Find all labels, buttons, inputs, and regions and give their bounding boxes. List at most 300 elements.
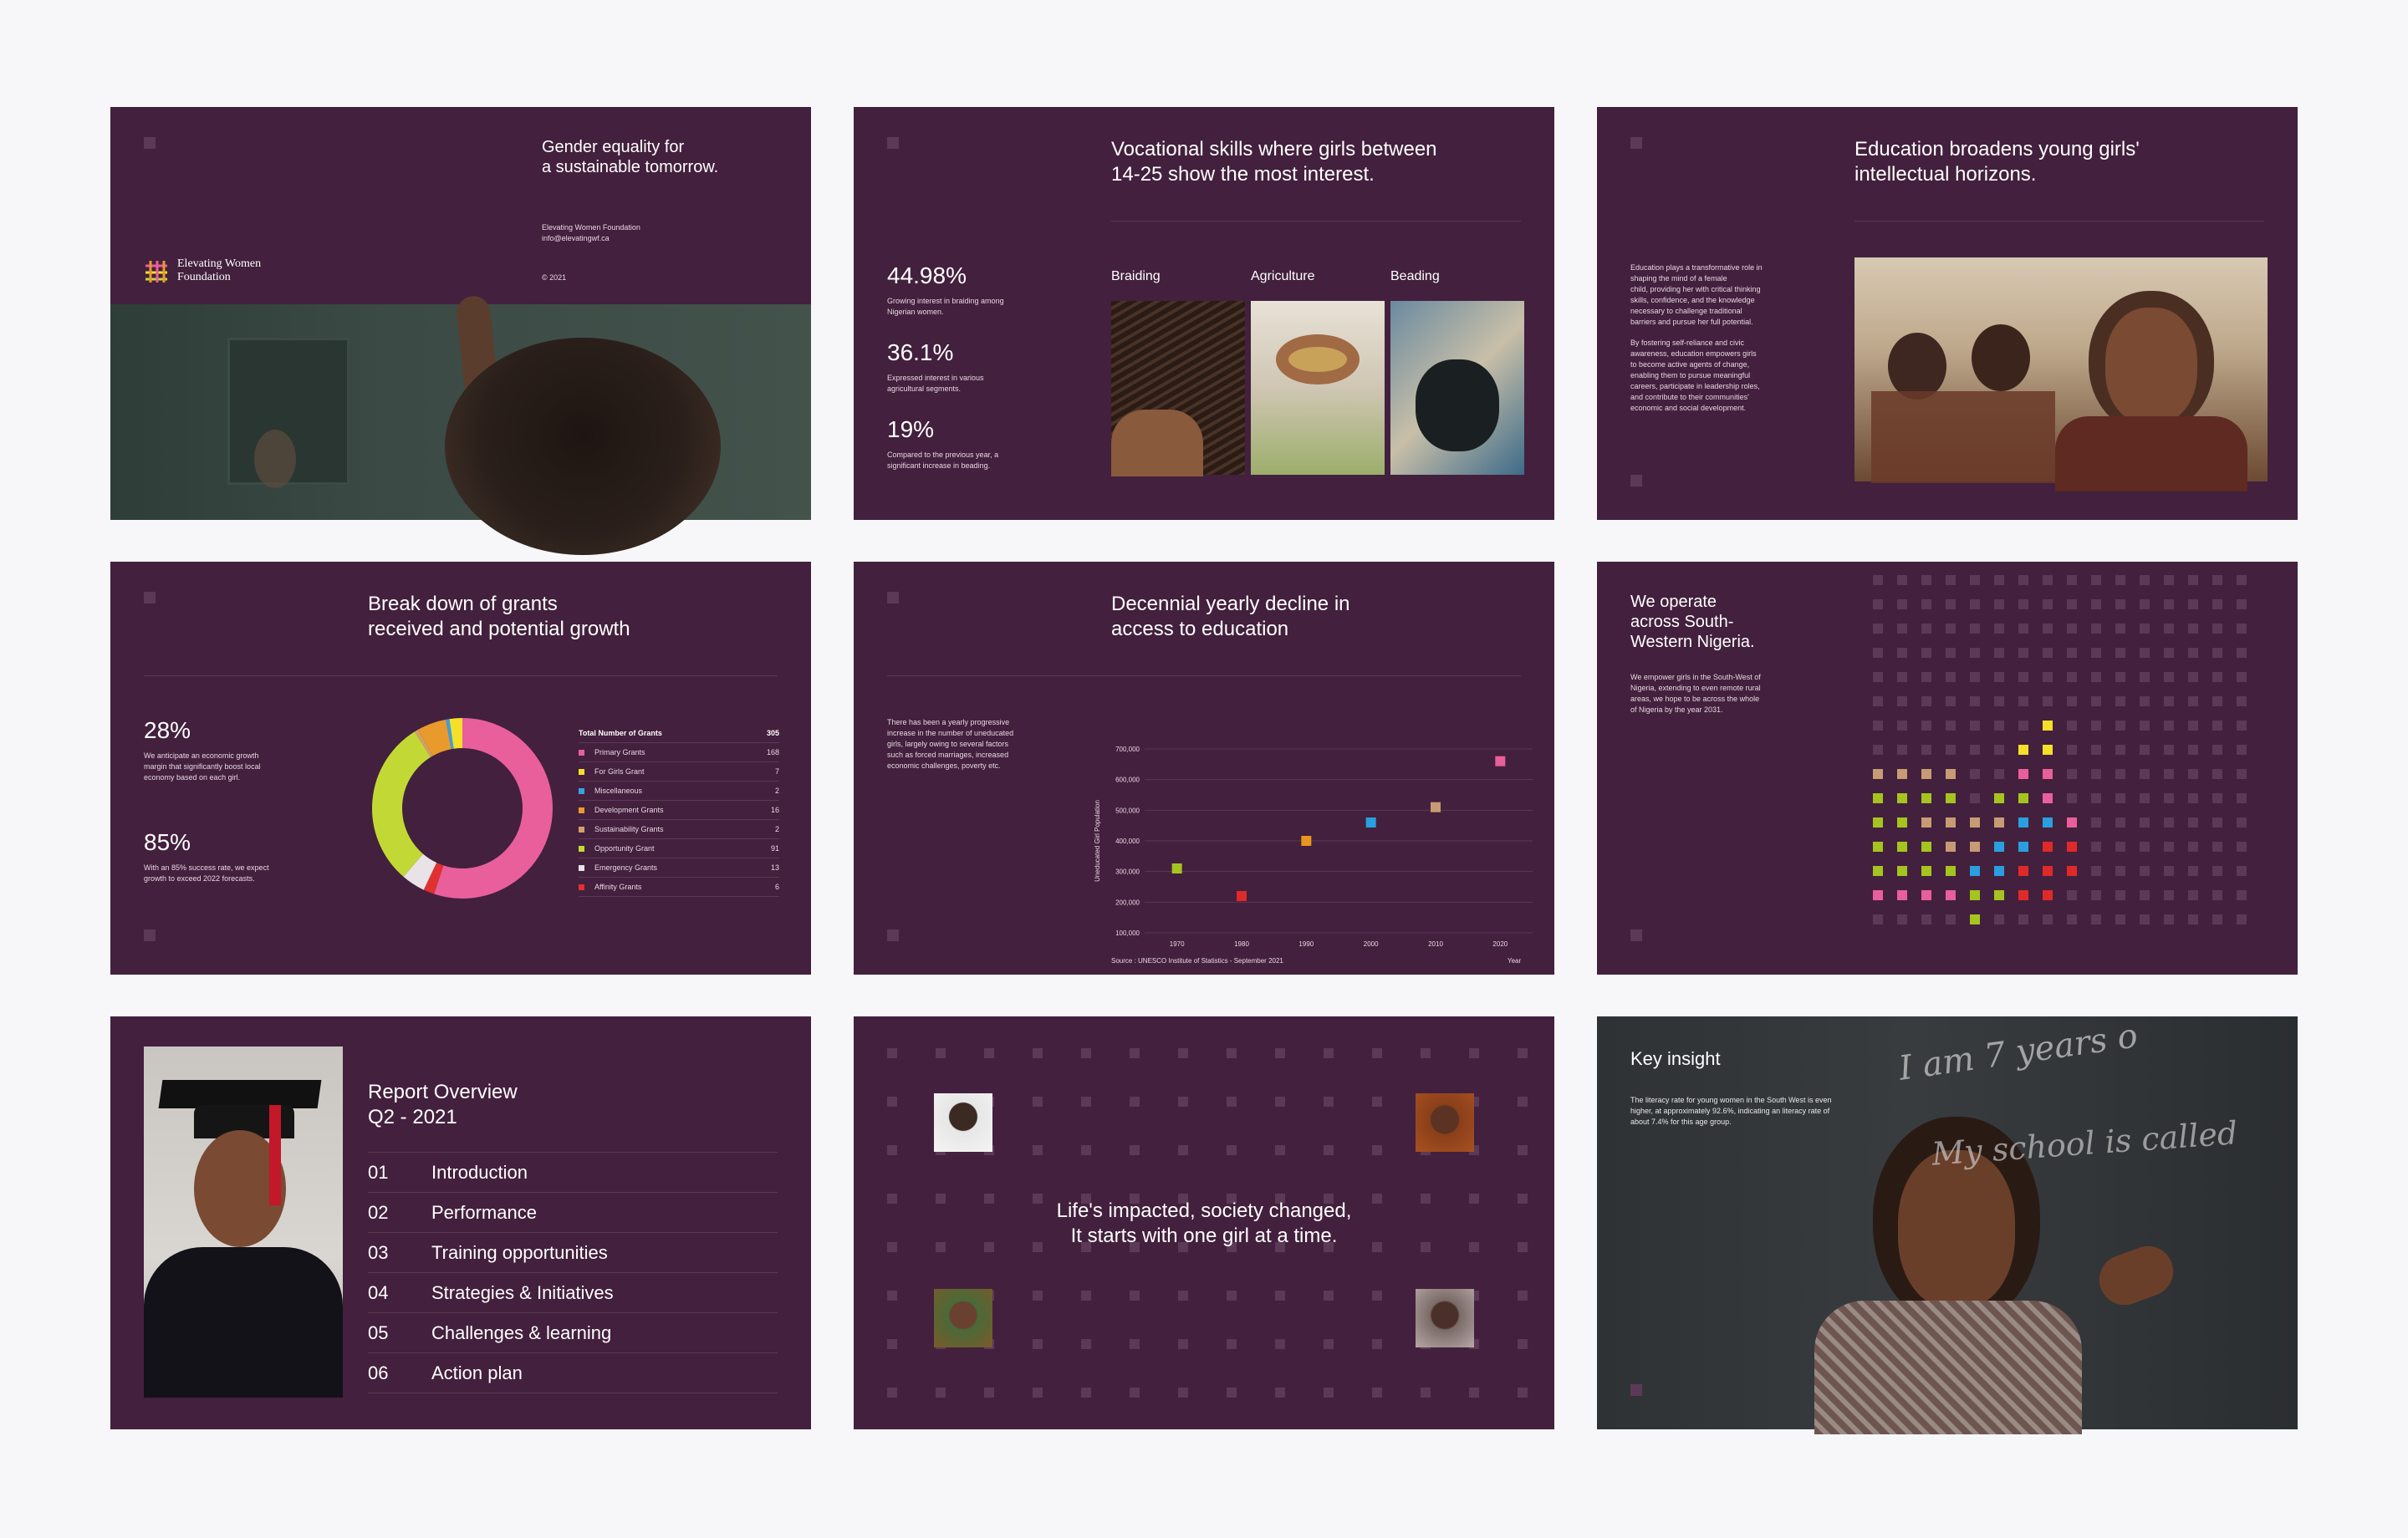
region-dot xyxy=(1970,648,1980,658)
corner-marker xyxy=(887,592,899,603)
region-dot xyxy=(1946,696,1956,706)
y-tick-label: 200,000 xyxy=(1115,899,1140,907)
grants-table-header: Total Number of Grants 305 xyxy=(579,729,779,743)
region-dot-active xyxy=(1970,890,1980,900)
legend-swatch xyxy=(579,750,584,756)
legend-swatch xyxy=(579,846,584,852)
slide-title: Report Overview Q2 - 2021 xyxy=(368,1081,518,1128)
region-dot xyxy=(2067,624,2077,634)
grant-row xyxy=(579,878,779,897)
legend-swatch xyxy=(579,788,584,794)
region-dot-active xyxy=(1970,817,1980,828)
region-dot xyxy=(1970,575,1980,585)
scatter-point xyxy=(1431,802,1441,812)
region-dot xyxy=(2212,672,2222,682)
region-dot xyxy=(1994,745,2004,755)
region-dot xyxy=(1921,696,1931,706)
classroom-photo xyxy=(110,304,811,520)
corner-marker xyxy=(887,137,899,149)
region-dot xyxy=(2237,769,2247,779)
region-dot xyxy=(2067,914,2077,924)
region-dot-active xyxy=(1873,842,1883,852)
foundation-logo-icon xyxy=(142,257,171,286)
region-dot-active xyxy=(1897,866,1907,876)
grant-value: 7 xyxy=(774,767,779,776)
grid-dot xyxy=(1178,1388,1188,1398)
region-dot xyxy=(2043,914,2053,924)
grid-dot xyxy=(1081,1388,1091,1398)
region-dot xyxy=(1994,721,2004,731)
grid-dot xyxy=(1421,1388,1431,1398)
grants-donut-chart xyxy=(366,712,559,904)
grant-label: Miscellaneous xyxy=(594,787,643,795)
region-dot xyxy=(2188,842,2198,852)
region-dot xyxy=(2043,696,2053,706)
region-dot xyxy=(2140,599,2150,609)
region-dot xyxy=(2115,914,2125,924)
y-tick-label: 100,000 xyxy=(1115,929,1140,937)
region-dot-active xyxy=(1946,817,1956,828)
region-dot xyxy=(2212,866,2222,876)
region-dot xyxy=(2237,599,2247,609)
stat-block: 36.1% Expressed interest in various agricultural segments. xyxy=(887,339,984,393)
region-dot xyxy=(2091,793,2101,803)
grid-dot xyxy=(1033,1291,1043,1301)
region-dot xyxy=(2067,769,2077,779)
region-dot xyxy=(1873,672,1883,682)
grid-dot xyxy=(1518,1339,1528,1349)
grant-row xyxy=(579,858,779,878)
corner-marker xyxy=(1630,475,1642,486)
region-dot-active xyxy=(2043,817,2053,828)
region-dot xyxy=(2018,575,2028,585)
grid-dot xyxy=(1130,1097,1140,1107)
grant-value: 13 xyxy=(770,863,779,872)
grant-label: Development Grants xyxy=(594,806,664,814)
region-dot-active xyxy=(1897,842,1907,852)
region-dot-active xyxy=(1921,769,1931,779)
toc-item[interactable] xyxy=(368,1192,778,1232)
region-dot xyxy=(2140,648,2150,658)
legend-swatch xyxy=(579,769,584,775)
region-dot xyxy=(2115,866,2125,876)
region-dot xyxy=(2212,793,2222,803)
region-dot xyxy=(2115,793,2125,803)
grants-table xyxy=(579,729,779,897)
region-dot-active xyxy=(2043,745,2053,755)
region-dot xyxy=(1921,721,1931,731)
grid-dot xyxy=(1081,1097,1091,1107)
region-dot xyxy=(2188,793,2198,803)
donut-slice xyxy=(387,745,422,866)
body-text: Education plays a transformative role in shaping the mind of a female child, providing her with critical thinking skills, confidence, and the knowledge necessary to challenge traditional barriers and pursue her full potential. By fostering self-reliance and civic awareness, education empowers girls to become active agents of change, enabling them to pursue meaningful careers, participate in leadership roles, and contribute to their communities' economic and social development. xyxy=(1630,263,1763,412)
region-dot xyxy=(2237,624,2247,634)
region-dot xyxy=(1994,575,2004,585)
region-dot xyxy=(2067,890,2077,900)
grid-dot xyxy=(1469,1388,1479,1398)
region-dot xyxy=(2164,575,2174,585)
region-dot xyxy=(2140,769,2150,779)
portrait-thumbnail xyxy=(934,1289,992,1347)
region-dot xyxy=(1897,575,1907,585)
grid-dot xyxy=(1081,1339,1091,1349)
region-dot xyxy=(1946,575,1956,585)
region-dot xyxy=(2164,817,2174,828)
region-dot-active xyxy=(1921,793,1931,803)
grid-dot xyxy=(1081,1048,1091,1058)
student-silhouette xyxy=(254,430,296,488)
toc-item[interactable] xyxy=(368,1312,778,1352)
grid-dot xyxy=(1421,1048,1431,1058)
grid-dot xyxy=(1275,1048,1285,1058)
portrait-thumbnail xyxy=(934,1093,992,1152)
region-dot xyxy=(1921,599,1931,609)
region-dot xyxy=(2115,890,2125,900)
region-dot-active xyxy=(1897,793,1907,803)
region-dot xyxy=(2115,817,2125,828)
region-dot xyxy=(1921,745,1931,755)
region-dot xyxy=(2188,672,2198,682)
x-tick-label: 2020 xyxy=(1492,940,1508,948)
region-dot xyxy=(2043,648,2053,658)
region-dot xyxy=(2140,696,2150,706)
slide-grants-breakdown[interactable] xyxy=(110,562,811,975)
region-dot xyxy=(2212,696,2222,706)
grant-row xyxy=(579,801,779,820)
grid-dot xyxy=(1178,1145,1188,1155)
region-dot xyxy=(2188,890,2198,900)
grant-value: 6 xyxy=(774,883,779,891)
region-dot xyxy=(1897,721,1907,731)
toc-label: Introduction xyxy=(431,1161,528,1183)
region-dot-active xyxy=(2067,842,2077,852)
grid-dot xyxy=(1130,1145,1140,1155)
region-dot-active xyxy=(1921,866,1931,876)
donut-slice xyxy=(439,733,538,884)
region-dot xyxy=(2237,793,2247,803)
grant-row xyxy=(579,839,779,858)
toc-item[interactable] xyxy=(368,1352,778,1393)
region-dot-active xyxy=(1994,817,2004,828)
scatter-point xyxy=(1172,863,1182,873)
stat-block: 19% Compared to the previous year, a significant increase in beading. xyxy=(887,416,999,470)
region-dot xyxy=(2067,696,2077,706)
region-dot xyxy=(2067,793,2077,803)
region-dot xyxy=(2067,721,2077,731)
region-dot xyxy=(2140,624,2150,634)
grid-dot xyxy=(1178,1339,1188,1349)
grid-dot xyxy=(984,1048,994,1058)
grant-label: Affinity Grants xyxy=(594,883,642,891)
region-dot xyxy=(2212,914,2222,924)
photo-label: Beading xyxy=(1390,269,1440,283)
slide-title: Decennial yearly decline in access to education xyxy=(1111,593,1350,640)
region-dot xyxy=(2115,696,2125,706)
grant-value: 168 xyxy=(766,748,779,756)
grid-dot xyxy=(1033,1097,1043,1107)
region-dot-active xyxy=(1873,890,1883,900)
region-dot xyxy=(2067,648,2077,658)
slide-education-horizons[interactable] xyxy=(1597,107,2298,520)
region-dot xyxy=(2237,817,2247,828)
region-dot xyxy=(2212,648,2222,658)
copyright: © 2021 xyxy=(542,273,567,282)
grid-dot xyxy=(1324,1291,1334,1301)
y-tick-label: 400,000 xyxy=(1115,838,1140,845)
grid-dot xyxy=(1372,1388,1382,1398)
region-dot xyxy=(1970,721,1980,731)
y-tick-label: 500,000 xyxy=(1115,807,1140,815)
region-dot xyxy=(2091,599,2101,609)
toc-label: Action plan xyxy=(431,1362,523,1383)
region-dot xyxy=(2237,721,2247,731)
region-dot xyxy=(2237,696,2247,706)
region-dot xyxy=(1994,624,2004,634)
grant-row xyxy=(579,782,779,801)
grid-dot xyxy=(1033,1388,1043,1398)
region-dot-active xyxy=(2067,866,2077,876)
region-dot xyxy=(2018,648,2028,658)
region-dot xyxy=(1921,624,1931,634)
region-dot xyxy=(1970,793,1980,803)
region-dot xyxy=(2237,648,2247,658)
scatter-point xyxy=(1237,891,1247,901)
region-dot-active xyxy=(2043,866,2053,876)
region-dot xyxy=(1970,696,1980,706)
region-dot-active xyxy=(1994,890,2004,900)
region-dot xyxy=(1946,914,1956,924)
region-dot xyxy=(2043,624,2053,634)
region-dot xyxy=(2212,721,2222,731)
slide-vocational-skills[interactable] xyxy=(854,107,1554,520)
region-dot xyxy=(1970,745,1980,755)
grid-dot xyxy=(887,1291,897,1301)
toc-item[interactable] xyxy=(368,1232,778,1272)
grant-label: Emergency Grants xyxy=(594,863,658,872)
region-dot xyxy=(2237,890,2247,900)
grant-value: 16 xyxy=(770,806,779,814)
operations-description: We empower girls in the South-West of Nigeria, extending to even remote rural areas, we hope to be across the whole of Nigeria by the year 2031. xyxy=(1630,673,1761,714)
region-dot-active xyxy=(2043,793,2053,803)
region-dot xyxy=(2018,696,2028,706)
region-dot xyxy=(2164,599,2174,609)
region-dot xyxy=(2091,890,2101,900)
region-dot xyxy=(1946,672,1956,682)
region-dot xyxy=(2212,575,2222,585)
region-dot xyxy=(2188,721,2198,731)
slide-impact-quote[interactable] xyxy=(854,1016,1554,1429)
region-dot xyxy=(2140,721,2150,731)
region-dot-active xyxy=(2018,745,2028,755)
region-dot xyxy=(2140,817,2150,828)
grid-dot xyxy=(936,1048,946,1058)
region-dot xyxy=(2164,866,2174,876)
grid-dot xyxy=(1372,1291,1382,1301)
slide-education-decline[interactable] xyxy=(854,562,1554,975)
grid-dot xyxy=(1372,1145,1382,1155)
legend-swatch xyxy=(579,807,584,813)
beading-photo xyxy=(1390,301,1524,475)
region-dot xyxy=(2091,866,2101,876)
stat-block: 28% We anticipate an economic growth margin that significantly boost local economy based on each girl. xyxy=(144,717,261,782)
donut-slice xyxy=(448,734,452,735)
grid-dot xyxy=(887,1388,897,1398)
toc-item[interactable] xyxy=(368,1152,778,1192)
legend-swatch xyxy=(579,827,584,833)
region-dot xyxy=(2188,817,2198,828)
region-dot xyxy=(1946,721,1956,731)
grid-dot xyxy=(1227,1291,1237,1301)
region-dot-active xyxy=(1946,842,1956,852)
region-dot xyxy=(2018,914,2028,924)
grant-row xyxy=(579,820,779,839)
region-dot xyxy=(2140,842,2150,852)
y-axis-title: Uneducated Girl Population xyxy=(1094,800,1101,882)
region-dot xyxy=(2140,672,2150,682)
region-dot xyxy=(1897,672,1907,682)
corner-marker xyxy=(144,137,156,149)
region-dot xyxy=(2067,672,2077,682)
toc-number: 05 xyxy=(368,1322,389,1343)
toc-item[interactable] xyxy=(368,1272,778,1312)
region-dot xyxy=(1873,745,1883,755)
region-dot xyxy=(2115,769,2125,779)
grant-row xyxy=(579,762,779,782)
region-dot xyxy=(2018,599,2028,609)
region-dot-active xyxy=(2018,769,2028,779)
corner-marker xyxy=(144,929,156,941)
region-dot-active xyxy=(2018,866,2028,876)
region-dot xyxy=(1970,599,1980,609)
grid-dot xyxy=(1130,1339,1140,1349)
region-dot-active xyxy=(2043,890,2053,900)
grid-dot xyxy=(1275,1291,1285,1301)
region-dot-active xyxy=(1897,769,1907,779)
region-dot xyxy=(2115,624,2125,634)
region-dot xyxy=(1970,769,1980,779)
region-dot xyxy=(2164,793,2174,803)
region-dot-active xyxy=(2018,817,2028,828)
region-dot xyxy=(1921,914,1931,924)
region-dot xyxy=(2091,769,2101,779)
region-dot xyxy=(2091,721,2101,731)
x-tick-label: 1970 xyxy=(1169,940,1185,948)
region-dot-active xyxy=(1994,866,2004,876)
slide-key-insight[interactable] xyxy=(1597,1016,2298,1429)
grid-dot xyxy=(1130,1291,1140,1301)
corner-marker xyxy=(1630,929,1642,941)
region-dot xyxy=(2188,575,2198,585)
region-dot xyxy=(2188,866,2198,876)
y-tick-label: 700,000 xyxy=(1115,746,1140,753)
region-dot xyxy=(1897,914,1907,924)
region-dot xyxy=(2164,696,2174,706)
slide-report-overview[interactable] xyxy=(110,1016,811,1429)
donut-slice xyxy=(452,733,462,734)
region-dot xyxy=(2091,745,2101,755)
region-dot xyxy=(2115,745,2125,755)
slide-nigeria-operations[interactable] xyxy=(1597,562,2298,975)
table-of-contents xyxy=(368,1152,778,1393)
grid-dot xyxy=(1081,1291,1091,1301)
slide-cover[interactable] xyxy=(110,107,811,520)
region-dot xyxy=(1873,648,1883,658)
x-axis-title: Year xyxy=(1508,957,1522,965)
grid-dot xyxy=(1324,1339,1334,1349)
grid-dot xyxy=(1033,1145,1043,1155)
grid-dot xyxy=(1227,1388,1237,1398)
legend-swatch xyxy=(579,884,584,890)
donut-slice xyxy=(430,876,438,879)
population-scatter-chart xyxy=(1089,712,1541,965)
region-dot xyxy=(2164,890,2174,900)
y-tick-label: 600,000 xyxy=(1115,776,1140,784)
grid-dot xyxy=(1033,1048,1043,1058)
corner-marker xyxy=(1630,137,1642,149)
x-tick-label: 2000 xyxy=(1363,940,1379,948)
region-dot xyxy=(2115,575,2125,585)
donut-slice xyxy=(426,735,449,743)
region-dot xyxy=(2091,817,2101,828)
slide-title: Break down of grants received and potential growth xyxy=(368,593,630,640)
region-dot xyxy=(1897,599,1907,609)
portrait-thumbnail xyxy=(1416,1093,1474,1152)
grid-dot xyxy=(1518,1388,1528,1398)
graduate-photo xyxy=(144,1047,343,1398)
region-dot xyxy=(2237,866,2247,876)
photo-label: Agriculture xyxy=(1251,269,1315,283)
region-dot xyxy=(1994,914,2004,924)
region-dot xyxy=(1970,624,1980,634)
grid-dot xyxy=(1518,1048,1528,1058)
grid-dot xyxy=(1227,1145,1237,1155)
portrait-thumbnail xyxy=(1416,1289,1474,1347)
scatter-point xyxy=(1366,817,1376,828)
region-dot-active xyxy=(2043,842,2053,852)
chart-description: There has been a yearly progressive increase in the number of uneducated girls, largely owing to several factors such as forced marriages, increased economic challenges, poverty etc. xyxy=(887,718,1014,770)
region-dot xyxy=(2140,866,2150,876)
region-dot xyxy=(2164,721,2174,731)
x-tick-label: 1990 xyxy=(1298,940,1314,948)
agriculture-photo xyxy=(1251,301,1385,475)
region-dot xyxy=(2237,745,2247,755)
stat-block: 44.98% Growing interest in braiding among Nigerian women. xyxy=(887,262,1004,316)
grid-dot xyxy=(1324,1097,1334,1107)
insight-description: The literacy rate for young women in the South West is even higher, at approximately 92.6%, indicating an literacy rate of about 7.4% for this age group. xyxy=(1630,1096,1832,1126)
curly-hair xyxy=(445,338,721,555)
region-dot xyxy=(2043,575,2053,585)
grid-dot xyxy=(1469,1048,1479,1058)
region-dot xyxy=(2188,648,2198,658)
grant-value: 91 xyxy=(770,844,779,853)
cover-title: Gender equality for a sustainable tomorrow. xyxy=(542,138,719,176)
region-dot xyxy=(1946,599,1956,609)
region-dot xyxy=(1994,769,2004,779)
scatter-point xyxy=(1301,836,1311,846)
region-dot-active xyxy=(2018,793,2028,803)
region-dot-active xyxy=(2043,721,2053,731)
region-dot xyxy=(2043,599,2053,609)
region-dot xyxy=(2140,575,2150,585)
region-dot xyxy=(2091,842,2101,852)
grid-dot xyxy=(887,1339,897,1349)
corner-marker xyxy=(144,592,156,603)
region-dot-active xyxy=(1873,793,1883,803)
region-dot-active xyxy=(1970,842,1980,852)
corner-marker xyxy=(887,929,899,941)
y-tick-label: 300,000 xyxy=(1115,868,1140,876)
region-dot xyxy=(1897,696,1907,706)
